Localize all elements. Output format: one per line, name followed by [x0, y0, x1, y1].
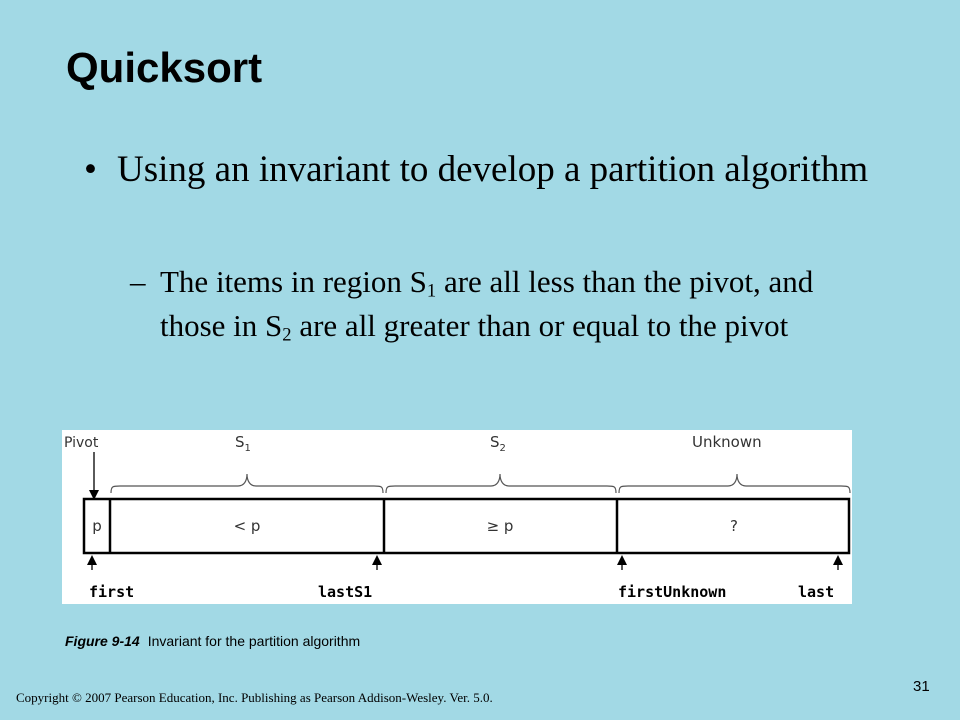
s2-cell-label: ≥ p [486, 517, 514, 535]
copyright-notice: Copyright © 2007 Pearson Education, Inc. Publishing as Pearson Addison-Wesley. Ver. 5.0. [16, 690, 493, 705]
slide-number: 31 [913, 678, 930, 695]
bullet-dot: • [84, 149, 97, 190]
last-arrow-icon [833, 555, 843, 570]
sub-bullet-dash: – [130, 264, 146, 299]
pointer-firstunknown: firstUnknown [618, 583, 727, 601]
pivot-label: Pivot [64, 435, 99, 451]
pivot-arrow-icon [89, 452, 99, 500]
pointer-last: last [798, 583, 835, 601]
pivot-cell-label: p [92, 517, 102, 535]
s1-label: $S_1$ [235, 433, 251, 454]
figure-caption-text: Invariant for the partition algorithm [147, 633, 361, 649]
slide-title: Quicksort [66, 44, 263, 91]
sub-bullet-text: The items in region $S_1$ are all less than the pivot, and those in $S_2$ are all greater than or equal to the pivot [160, 264, 814, 346]
lasts1-arrow-icon [372, 555, 382, 570]
pointer-first: first [89, 583, 135, 601]
unknown-label: Unknown [692, 433, 762, 451]
unknown-brace [619, 474, 850, 493]
s2-brace [386, 474, 616, 493]
first-arrow-icon [87, 555, 97, 570]
partition-invariant-figure [62, 430, 852, 604]
unknown-cell-label: ? [730, 517, 738, 535]
main-bullet [84, 148, 884, 192]
s1-cell-label: < p [233, 517, 261, 535]
figure-caption [65, 633, 360, 649]
figure-number: Figure 9-14 [65, 633, 140, 649]
sub-bullet [130, 260, 830, 348]
main-bullet-text: Using an invariant to develop a partition algorithm [117, 149, 869, 190]
s1-brace [111, 474, 383, 493]
pointer-lasts1: lastS1 [318, 583, 373, 601]
s2-label: $S_2$ [490, 433, 506, 454]
firstunknown-arrow-icon [617, 555, 627, 570]
